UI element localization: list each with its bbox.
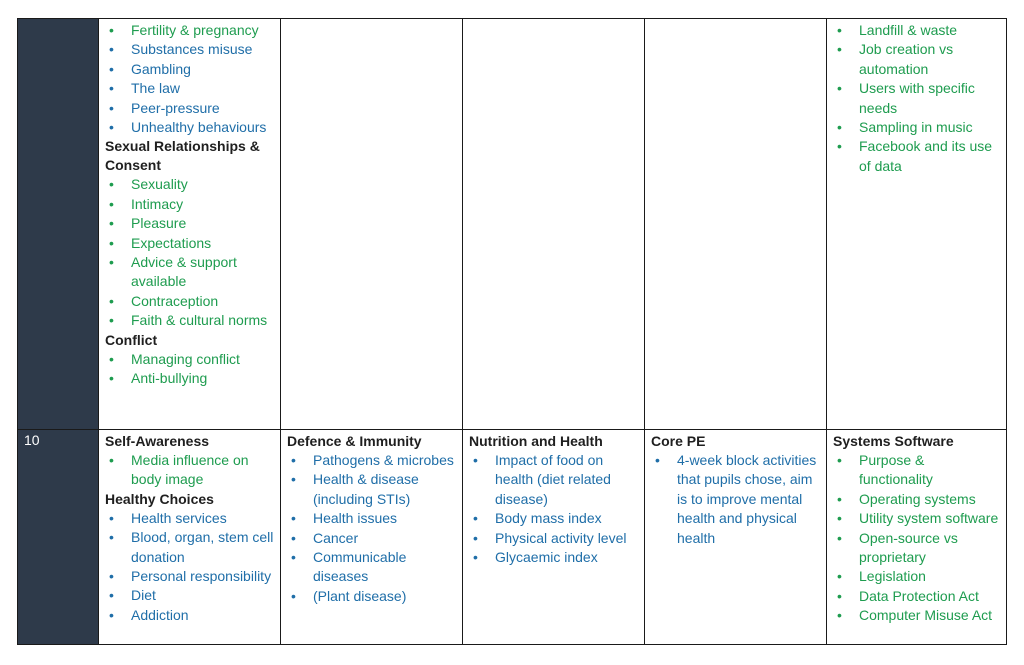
list-item: • Managing conflict: [105, 350, 274, 369]
list-item: • Diet: [105, 586, 274, 605]
list-item: • Peer-pressure: [105, 99, 274, 118]
table-row-year-10: [18, 430, 1007, 645]
list-item: • Blood, organ, stem cell donation: [105, 528, 274, 567]
pshe-cell-top: [99, 19, 281, 430]
list-item: • Expectations: [105, 234, 274, 253]
list-item: • Data Protection Act: [833, 587, 1000, 606]
list-item: • Contraception: [105, 292, 274, 311]
list-item: • Operating systems: [833, 490, 1000, 509]
list-item: • (Plant disease): [287, 587, 456, 606]
list-item: • Fertility & pregnancy: [105, 21, 274, 40]
list-item: • Glycaemic index: [469, 548, 638, 567]
list-item: • The law: [105, 79, 274, 98]
list-item: • Health & disease (including STIs): [287, 470, 456, 509]
list-item: • Addiction: [105, 606, 274, 625]
heading-healthy-choices: Healthy Choices: [105, 490, 214, 507]
pe-cell-top: [645, 19, 827, 430]
list-item: • Gambling: [105, 60, 274, 79]
list-item: • Health services: [105, 509, 274, 528]
list-blue-a: [105, 40, 274, 137]
list-item: • Faith & cultural norms: [105, 311, 274, 330]
list-item: • Body mass index: [469, 509, 638, 528]
list-item: • Impact of food on health (diet related disease): [469, 451, 638, 509]
list-item: • Facebook and its use of data: [833, 137, 1000, 176]
list-item: • Pathogens & microbes: [287, 451, 456, 470]
pe-cell-year-10: [645, 430, 827, 645]
computing-cell-year-10: [827, 430, 1007, 645]
list-item: • 4-week block activities that pupils chose, aim is to improve mental health and physical health: [651, 451, 820, 548]
list-item: • Utility system software: [833, 509, 1000, 528]
list-item: • Landfill & waste: [833, 21, 1000, 40]
heading-core-pe: Core PE: [651, 433, 706, 449]
list-item: • Media influence on body image: [105, 451, 274, 490]
food-cell-top: [463, 19, 645, 430]
heading-nutrition-health: Nutrition and Health: [469, 433, 603, 449]
computing-cell-top: [827, 19, 1007, 430]
list-item: • Personal responsibility: [105, 567, 274, 586]
list-item: • Legislation: [833, 567, 1000, 586]
list-item: • Health issues: [287, 509, 456, 528]
list-item: • Computer Misuse Act: [833, 606, 1000, 625]
list-item: • Substances misuse: [105, 40, 274, 59]
heading-self-awareness: Self-Awareness: [105, 433, 210, 449]
list-item: • Sexuality: [105, 175, 274, 194]
heading-conflict: Conflict: [105, 331, 158, 348]
heading-sexual-relationships: Sexual Relationships & Consent: [105, 138, 260, 174]
list-defence-immunity: [287, 451, 456, 606]
list-item: • Sampling in music: [833, 118, 1000, 137]
list-core-pe: [651, 451, 820, 548]
science-cell-year-10: [281, 430, 463, 645]
list-item: • Cancer: [287, 529, 456, 548]
list-item: • Open-source vs proprietary: [833, 529, 1000, 568]
year-cell-top: [18, 19, 99, 430]
list-item: • Pleasure: [105, 214, 274, 233]
list-self-awareness: [105, 451, 274, 490]
list-systems-software: [833, 451, 1000, 626]
heading-defence-immunity: Defence & Immunity: [287, 433, 422, 449]
science-cell-top: [281, 19, 463, 430]
list-item: • Physical activity level: [469, 529, 638, 548]
list-item: • Purpose & functionality: [833, 451, 1000, 490]
list-computing-top: [833, 21, 1000, 176]
table-row-top: [18, 19, 1007, 430]
list-healthy-choices: [105, 509, 274, 625]
list-item: • Unhealthy behaviours: [105, 118, 274, 137]
list-conflict: [105, 350, 274, 389]
list-item: • Advice & support available: [105, 253, 274, 292]
heading-systems-software: Systems Software: [833, 433, 954, 449]
list-item: • Job creation vs automation: [833, 40, 1000, 79]
pshe-cell-year-10: [99, 430, 281, 645]
year-label: 10: [18, 430, 99, 645]
list-green-a: [105, 21, 274, 40]
list-item: • Users with specific needs: [833, 79, 1000, 118]
list-item: • Communicable diseases: [287, 548, 456, 587]
list-item: • Intimacy: [105, 195, 274, 214]
list-item: • Anti-bullying: [105, 369, 274, 388]
list-nutrition-health: [469, 451, 638, 567]
curriculum-table: [17, 18, 1007, 645]
list-sexual-relationships: [105, 175, 274, 330]
food-cell-year-10: [463, 430, 645, 645]
